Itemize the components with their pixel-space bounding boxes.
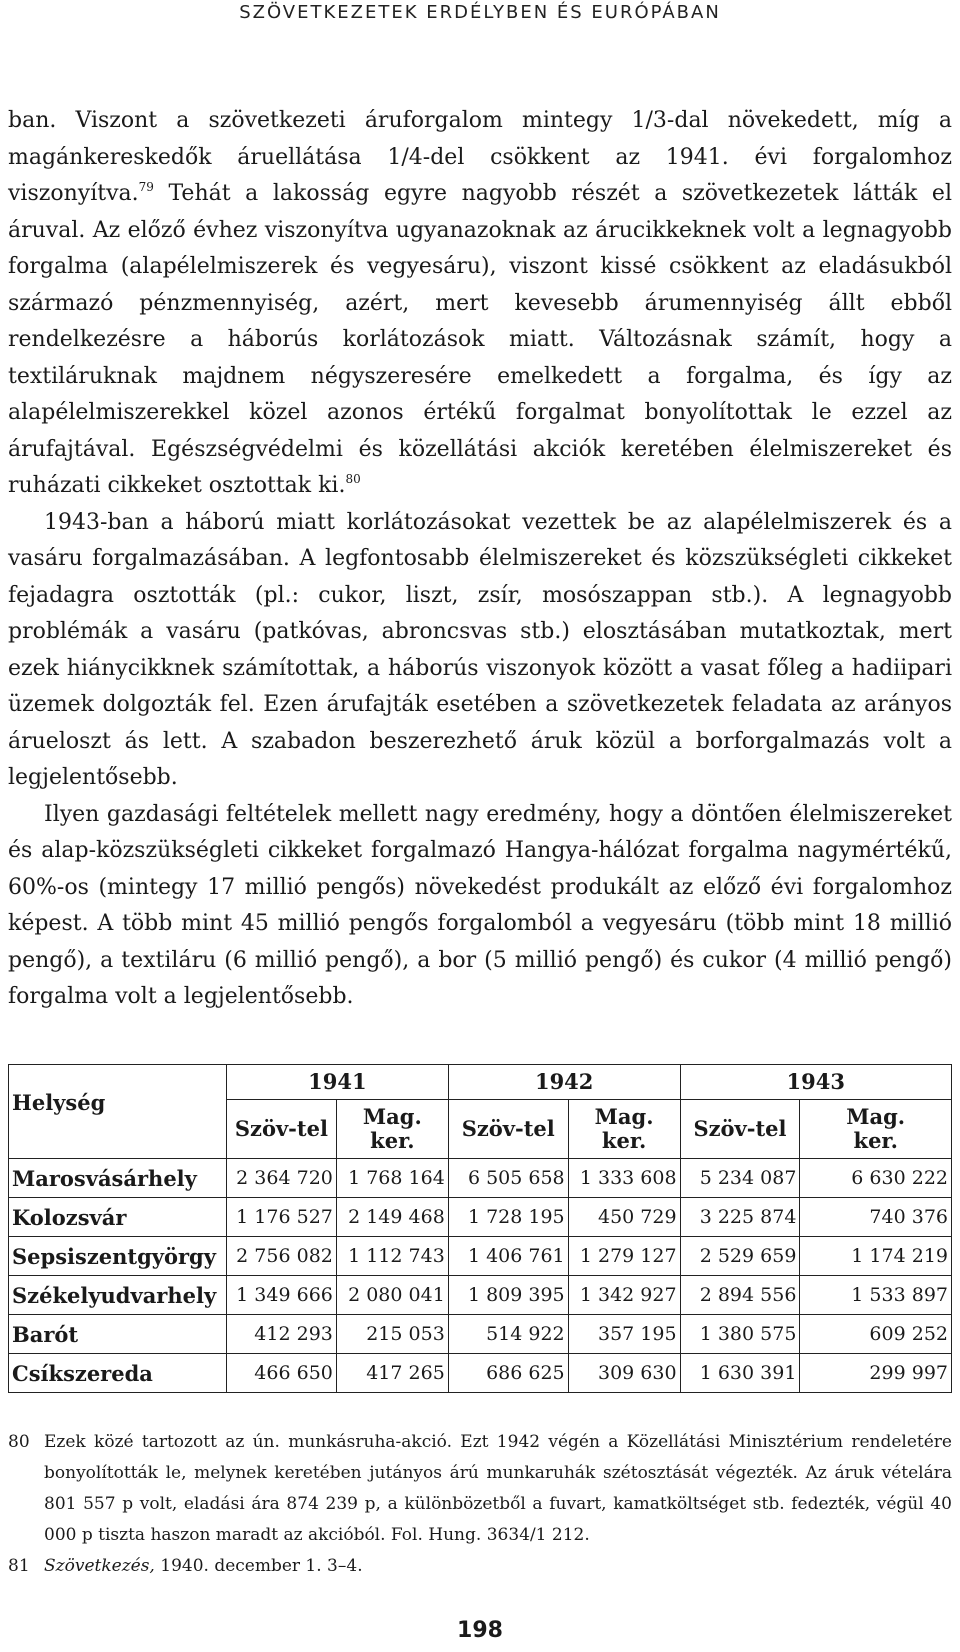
place-header: Helység [9,1065,227,1159]
value-cell: 740 376 [800,1198,952,1237]
value-cell: 1 342 927 [568,1276,680,1315]
year-header-1941: 1941 [226,1065,448,1100]
col-header-szovtel: Szöv-tel [448,1100,568,1159]
body-text [8,103,952,1016]
value-cell: 1 333 608 [568,1159,680,1198]
turnover-table [8,1064,952,1393]
value-cell: 5 234 087 [680,1159,800,1198]
table-row [9,1237,952,1276]
footnote-text [44,1551,952,1582]
footnote-81 [8,1551,952,1582]
paragraph-1 [8,103,952,505]
value-cell: 1 174 219 [800,1237,952,1276]
place-cell: Székelyudvarhely [9,1276,227,1315]
value-cell: 1 728 195 [448,1198,568,1237]
year-header-1943: 1943 [680,1065,951,1100]
col-header-magker: Mag. ker. [800,1100,952,1159]
paragraph-2: 1943-ban a háború miatt korlátozásokat vezettek be az alapélelmiszerek és a vasáru forgalmazásában. A legfontosabb élelmiszereket és közszükségleti cikkeket fejadagra osztották (pl.: cukor, liszt, zsír, mosószappan stb.). A legnagyobb problémák a vasáru (patkóvas, abroncsvas stb.) elosztásában mutatkoztak, mert ezek hiánycikknek számítottak, a háborús viszonyok között a vasat főleg a hadiipari üzemek dolgozták fel. Ezen árufajták esetében a szövetkezetek feladata az arányos árueloszt ás lett. A szabadon beszerezhető áruk közül a borforgalmazás volt a legjelentősebb. [8,509,952,790]
value-cell: 6 630 222 [800,1159,952,1198]
footnotes [8,1427,952,1582]
running-head: SZÖVETKEZETEK ERDÉLYBEN ÉS EURÓPÁBAN [239,2,721,23]
value-cell: 2 529 659 [680,1237,800,1276]
table-row [9,1276,952,1315]
value-cell: 450 729 [568,1198,680,1237]
value-cell: 1 176 527 [226,1198,336,1237]
table-row [9,1198,952,1237]
footnote-number: 81 [8,1556,30,1576]
footnote-80 [8,1427,952,1551]
table-row [9,1159,952,1198]
value-cell: 1 349 666 [226,1276,336,1315]
value-cell: 6 505 658 [448,1159,568,1198]
place-cell: Marosvásárhely [9,1159,227,1198]
value-cell: 1 112 743 [336,1237,448,1276]
footnote-text: Ezek közé tartozott az ún. munkásruha-akció. Ezt 1942 végén a Közellátási Minisztérium rendeletére bonyolították le, melynek keretében jutányos árú munkaruhák szétosztását végezték. Az áruk vételára 801 557 p volt, eladási ára 874 239 p, a különbözetből a fuvart, kamatköltséget stb. fedezték, végül 40 000 p tiszta haszon maradt az akcióból. Fol. Hung. 3634/1 212. [44,1432,952,1545]
footnote-ref-79[interactable]: 79 [138,180,154,194]
value-cell: 2 756 082 [226,1237,336,1276]
paragraph-1-part-b: Tehát a lakosság egyre nagyobb részét a szövetkezetek látták el áruval. Az előző évhez viszonyítva ugyanazoknak az árucikkeknek volt a legnagyobb forgalma (alapélelmiszerek és vegyesáru), viszont kissé csökkent az eladásukból származó pénzmennyiség, azért, mert kevesebb árumennyiség állt ebből rendelkezésre a háborús korlátozások miatt. Változásnak számít, hogy a textiláruknak majdnem négyszeresére emelkedett a forgalma, és így az alapélelmiszerekkel közel azonos értékű forgalmat bonyolítottak le ezzel az árufajtával. Egészségvédelmi és közellátási akciók keretében élelmiszereket és ruházati cikkeket osztottak ki. [8,181,952,498]
value-cell: 299 997 [800,1354,952,1393]
value-cell: 609 252 [800,1315,952,1354]
place-cell: Kolozsvár [9,1198,227,1237]
col-header-magker: Mag. ker. [568,1100,680,1159]
value-cell: 1 768 164 [336,1159,448,1198]
place-cell: Barót [9,1315,227,1354]
value-cell: 357 195 [568,1315,680,1354]
footnote-ref-80[interactable]: 80 [345,472,361,486]
col-header-szovtel: Szöv-tel [680,1100,800,1159]
table-header-years [9,1065,952,1100]
value-cell: 466 650 [226,1354,336,1393]
value-cell: 1 533 897 [800,1276,952,1315]
place-cell: Sepsiszentgyörgy [9,1237,227,1276]
value-cell: 686 625 [448,1354,568,1393]
value-cell: 417 265 [336,1354,448,1393]
footnote-number: 80 [8,1432,30,1452]
value-cell: 2 894 556 [680,1276,800,1315]
value-cell: 1 809 395 [448,1276,568,1315]
place-cell: Csíkszereda [9,1354,227,1393]
value-cell: 309 630 [568,1354,680,1393]
footnote-source-date: 1940. december 1. 3–4. [154,1556,363,1576]
page-number: 198 [457,1618,503,1643]
value-cell: 1 630 391 [680,1354,800,1393]
col-header-magker: Mag. ker. [336,1100,448,1159]
value-cell: 514 922 [448,1315,568,1354]
value-cell: 2 149 468 [336,1198,448,1237]
value-cell: 215 053 [336,1315,448,1354]
value-cell: 1 380 575 [680,1315,800,1354]
value-cell: 1 406 761 [448,1237,568,1276]
value-cell: 1 279 127 [568,1237,680,1276]
value-cell: 3 225 874 [680,1198,800,1237]
year-header-1942: 1942 [448,1065,680,1100]
value-cell: 2 080 041 [336,1276,448,1315]
value-cell: 2 364 720 [226,1159,336,1198]
table-body [9,1159,952,1393]
table-row [9,1315,952,1354]
value-cell: 412 293 [226,1315,336,1354]
table-row [9,1354,952,1393]
col-header-szovtel: Szöv-tel [226,1100,336,1159]
paragraph-3: Ilyen gazdasági feltételek mellett nagy eredmény, hogy a döntően élelmiszereket és alap-közszükségleti cikkeket forgalmazó Hangya-hálózat forgalma nagymértékű, 60%-os (mintegy 17 millió pengős) növekedést produkált az előző évi forgalomhoz képest. A több mint 45 millió pengős forgalomból a vegyesáru (több mint 18 millió pengő), a textiláru (6 millió pengő), a bor (5 millió pengő) és cukor (4 millió pengő) forgalma volt a legjelentősebb. [8,801,952,1009]
paragraph-1-part-a: ban. Viszont a szövetkezeti áruforgalom mintegy 1/3-dal növekedett, míg a magánkereskedők áruellátása 1/4-del csökkent az 1941. évi forgalomhoz viszonyítva. [8,108,952,206]
footnote-source-title: Szövetkezés, [44,1556,155,1576]
